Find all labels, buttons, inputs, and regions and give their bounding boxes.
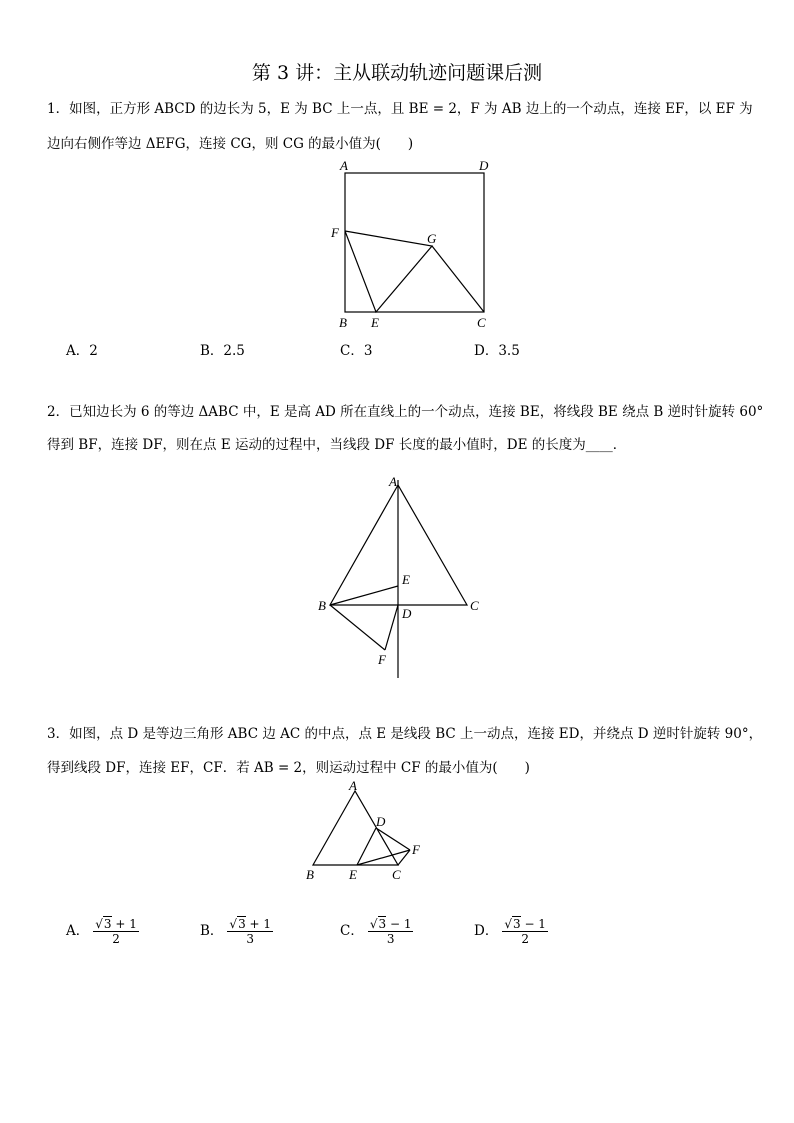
q3-choice-a-letter: A． xyxy=(66,923,90,939)
q3-segment-ef xyxy=(357,850,410,865)
q1-text-line1: 1．如图，正方形 ABCD 的边长为 5，E 为 BC 上一点，且 BE = 2，F 为 AB 边上的一个动点，连接 EF，以 EF 为 xyxy=(47,101,753,117)
q1-label-c: C xyxy=(477,315,486,330)
q1-segment-gc xyxy=(432,246,484,312)
q3-label-e: E xyxy=(349,867,357,882)
q3-choice-d-letter: D． xyxy=(474,923,499,939)
q1-choice-c[interactable]: C．3 xyxy=(340,343,373,359)
q1-choice-d[interactable]: D．3.5 xyxy=(474,343,520,359)
q2-text-line2: 得到 BF，连接 DF，则在点 E 运动的过程中，当线段 DF 长度的最小值时，DE 的长度为____． xyxy=(47,437,627,453)
q3-text-line1: 3．如图，点 D 是等边三角形 ABC 边 AC 的中点，点 E 是线段 BC 上一动点，连接 ED，并绕点 D 逆时针旋转 90°， xyxy=(47,726,763,742)
q3-segment-df xyxy=(376,828,410,850)
q2-text-line1: 2．已知边长为 6 的等边 ΔABC 中，E 是高 AD 所在直线上的一个动点，连接 BE，将线段 BE 绕点 B 逆时针旋转 60° xyxy=(47,404,764,420)
q2-label-f: F xyxy=(378,652,386,667)
q1-text-line2: 边向右侧作等边 ΔEFG，连接 CG，则 CG 的最小值为( ) xyxy=(47,136,414,152)
q3-choice-a[interactable] xyxy=(66,917,139,946)
q2-figure xyxy=(310,470,490,685)
q1-label-b: B xyxy=(339,315,347,330)
q3-label-d: D xyxy=(376,814,386,829)
q1-label-f: F xyxy=(331,225,339,240)
q3-choice-c-letter: C． xyxy=(340,923,364,939)
q2-segment-df xyxy=(385,605,398,650)
q3-choice-c-fraction: $\frac{√3 - 1}{3}$ xyxy=(369,917,412,946)
q3-choice-b-letter: B． xyxy=(200,923,224,939)
q3-figure xyxy=(300,775,430,885)
q3-choice-d[interactable] xyxy=(474,917,548,946)
q1-label-e: E xyxy=(371,315,379,330)
q3-segment-ed xyxy=(357,828,376,865)
page-title: 第 3 讲：主从联动轨迹问题课后测 xyxy=(251,62,543,84)
q3-label-b: B xyxy=(306,867,314,882)
q3-choice-b-fraction: $\frac{√3 + 1}{3}$ xyxy=(229,917,272,946)
q2-label-b: B xyxy=(318,598,326,613)
q1-label-d: D xyxy=(479,158,489,173)
q1-figure xyxy=(320,155,500,335)
q2-segment-be xyxy=(330,586,398,605)
q2-label-d: D xyxy=(402,606,412,621)
q3-text-line2: 得到线段 DF，连接 EF，CF．若 AB = 2，则运动过程中 CF 的最小值为( ) xyxy=(47,760,530,776)
q1-label-g: G xyxy=(427,231,437,246)
q3-label-a: A xyxy=(349,778,357,793)
q3-choice-d-fraction: $\frac{√3 - 1}{2}$ xyxy=(504,917,546,946)
q1-choice-b[interactable]: B．2.5 xyxy=(200,343,245,359)
q1-choice-a[interactable]: A．2 xyxy=(66,343,98,359)
q3-choice-b[interactable] xyxy=(200,917,273,946)
q3-choice-a-fraction: $\frac{√3 + 1}{2}$ xyxy=(95,917,137,946)
q2-segment-bf xyxy=(330,605,385,650)
q1-label-a: A xyxy=(340,158,348,173)
q3-choice-c[interactable] xyxy=(340,917,413,946)
q2-label-e: E xyxy=(402,572,410,587)
q3-label-c: C xyxy=(392,867,401,882)
q2-label-c: C xyxy=(470,598,479,613)
q3-label-f: F xyxy=(412,842,420,857)
q1-triangle-efg xyxy=(345,231,432,312)
q2-label-a: A xyxy=(389,474,397,489)
